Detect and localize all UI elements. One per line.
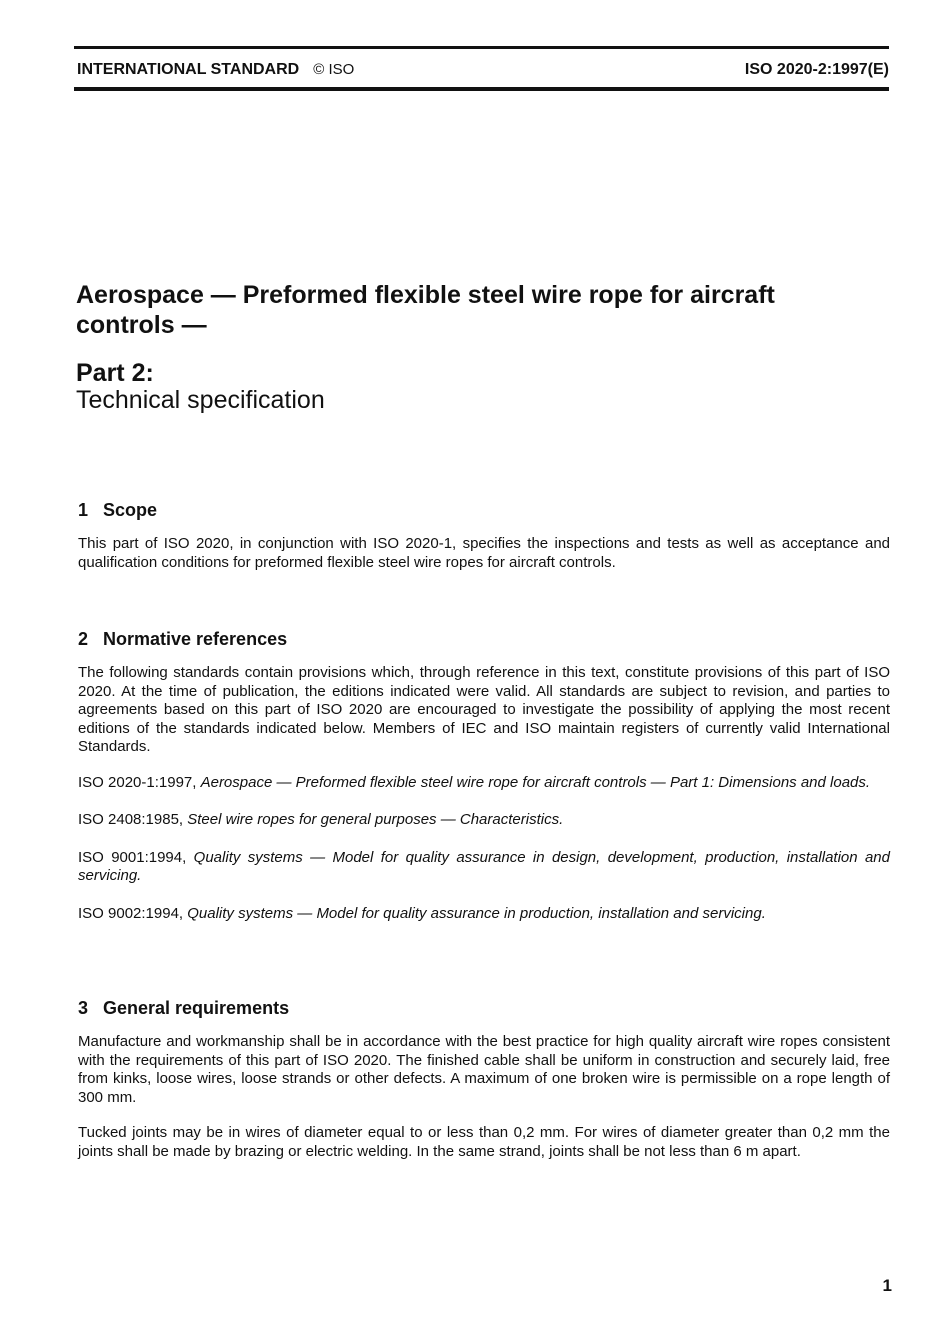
section-number: 3 — [78, 998, 89, 1018]
reference-item — [78, 811, 890, 830]
section-title: Normative references — [103, 629, 288, 649]
document-type: INTERNATIONAL STANDARD — [77, 61, 300, 78]
document-type-label — [77, 61, 354, 79]
reference-code: ISO 2408:1985, — [78, 811, 188, 828]
reference-title: Aerospace — Preformed flexible steel wire rope for aircraft controls — Part 1: Dimensions and loads. — [200, 773, 871, 791]
reference-title: Quality systems — Model for quality assurance in design, development, production, installation and servicing. — [78, 848, 890, 884]
reference-code: ISO 9001:1994, — [78, 848, 194, 866]
scope-paragraph: This part of ISO 2020, in conjunction with ISO 2020-1, specifies the inspections and tests as well as acceptance and qualification conditions for preformed flexible steel wire ropes for aircraft controls. — [78, 535, 890, 571]
section-heading — [78, 499, 890, 521]
section-general-requirements — [78, 997, 890, 1177]
section-heading — [78, 628, 890, 650]
reference-code: ISO 9002:1994, — [78, 904, 188, 922]
copyright-notice: © ISO — [313, 61, 355, 78]
normative-intro-paragraph: The following standards contain provisions which, through reference in this text, constitute provisions of this part of ISO 2020. At the time of publication, the editions indicated were valid. All standards are subject to revision, and parties to agreements based on this part of ISO 2020 are encouraged to investigate the possibility of applying the most recent editions of the standards indicated below. Members of IEC and ISO maintain registers of currently valid International Standards. — [78, 664, 890, 755]
part-number: Part 2: — [76, 359, 154, 387]
reference-item — [78, 905, 890, 924]
general-paragraph: Manufacture and workmanship shall be in accordance with the best practice for high quality aircraft wire ropes consistent with the requirements of this part of ISO 2020. The finished cable shall be uniform in construction and securely laid, free from kinks, loose wires, loose strands or other defects. A maximum of one broken wire is permissible on a rope length of 300 mm. — [78, 1033, 890, 1106]
reference-title: Steel wire ropes for general purposes — Characteristics. — [187, 811, 564, 828]
section-title: Scope — [103, 500, 158, 520]
document-title: Aerospace — Preformed flexible steel wire rope for aircraft controls — — [76, 281, 775, 339]
reference-item — [78, 849, 890, 886]
general-paragraph: Tucked joints may be in wires of diameter equal to or less than 0,2 mm. For wires of diameter greater than 0,2 mm the joints shall be made by brazing or electric welding. In the same strand, joints shall be not less than 6 m apart. — [78, 1124, 890, 1160]
header-bottom-rule — [74, 87, 889, 91]
page-number: 1 — [882, 1276, 892, 1295]
reference-code: ISO 2020-1:1997, — [78, 773, 201, 791]
header-top-rule — [74, 46, 889, 49]
part-title: Technical specification — [76, 386, 325, 414]
reference-title: Quality systems — Model for quality assurance in production, installation and servicing. — [187, 904, 766, 922]
section-normative-references — [78, 628, 890, 942]
section-number: 2 — [78, 629, 89, 649]
section-heading — [78, 997, 890, 1019]
section-scope — [78, 499, 890, 588]
section-title: General requirements — [103, 998, 290, 1018]
standard-number: ISO 2020-2:1997(E) — [744, 61, 889, 78]
section-number: 1 — [78, 500, 89, 520]
reference-item — [78, 774, 890, 793]
